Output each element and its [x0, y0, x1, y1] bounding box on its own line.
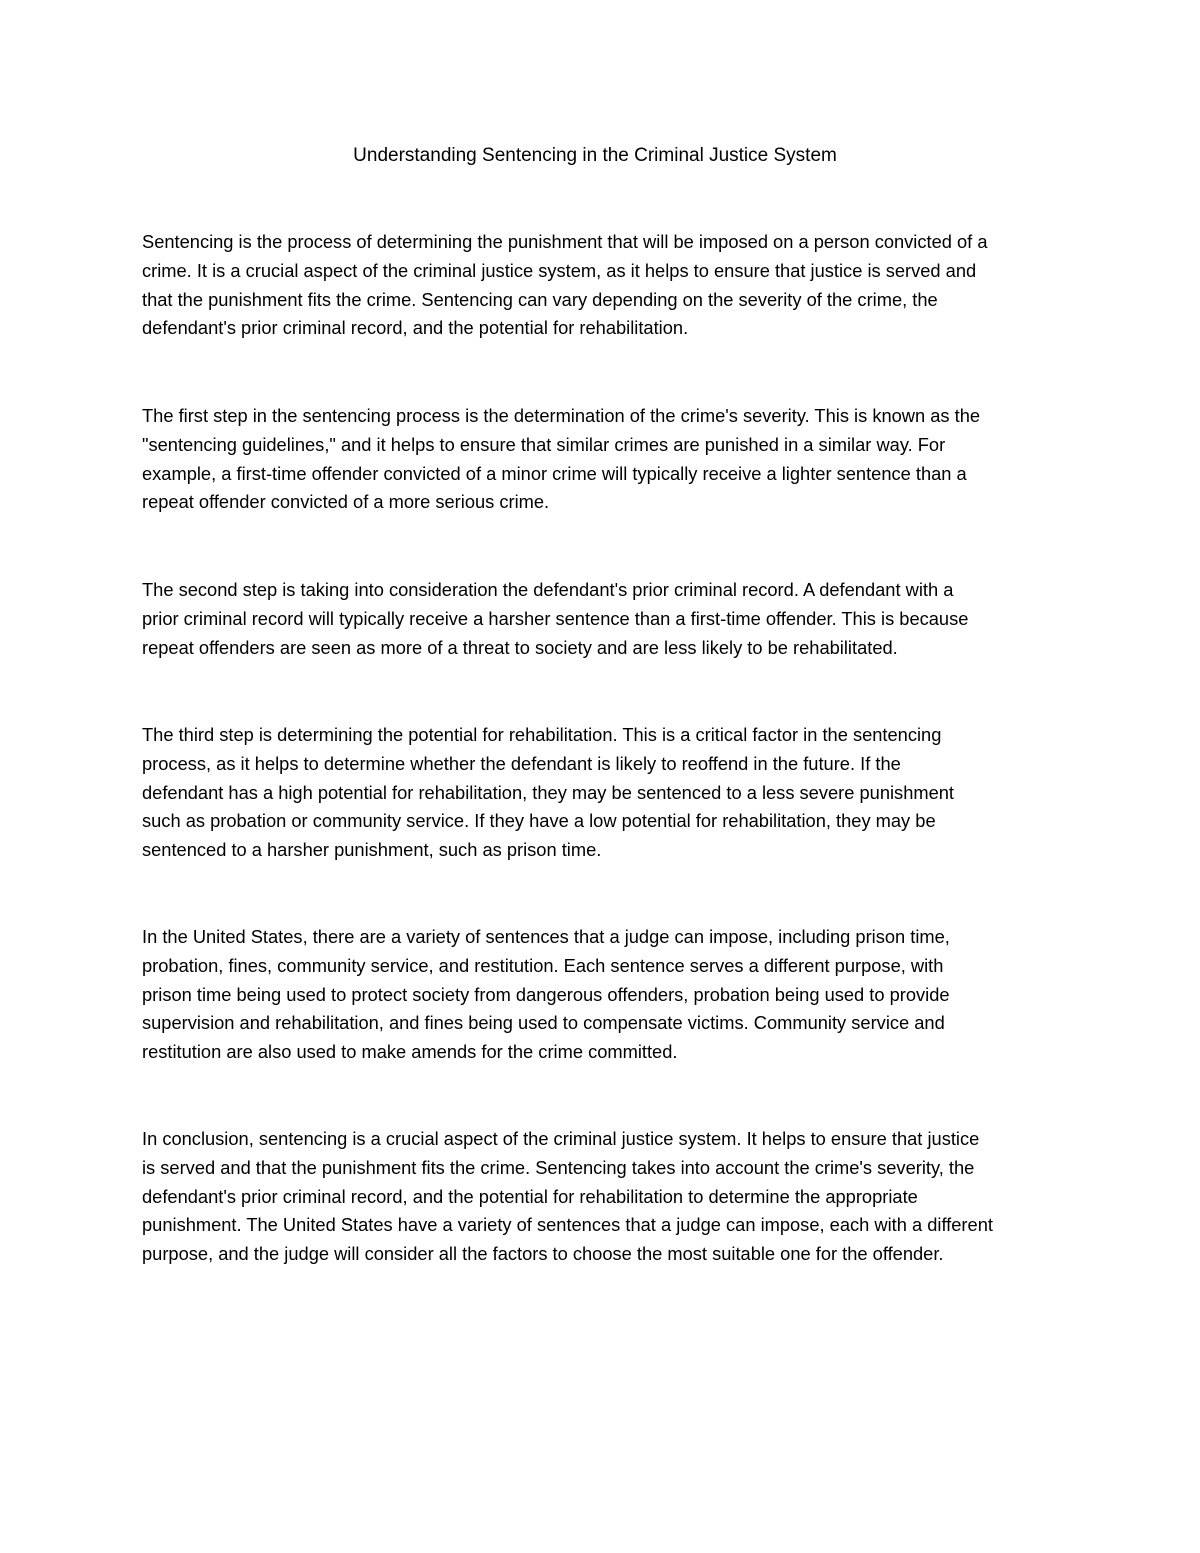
paragraph-united-states — [142, 923, 1067, 1067]
paragraph-line: defendant's prior criminal record, and the potential for rehabilitation to determine the appropriate — [142, 1185, 918, 1207]
paragraph-line: punishment. The United States have a variety of sentences that a judge can impose, each with a different — [142, 1214, 993, 1236]
paragraph-line: In conclusion, sentencing is a crucial aspect of the criminal justice system. It helps to ensure that justice — [142, 1128, 980, 1149]
paragraph-line: defendant has a high potential for rehabilitation, they may be sentenced to a less severe punishment — [142, 781, 955, 803]
paragraph-line: supervision and rehabilitation, and fines being used to compensate victims. Community service and — [142, 1012, 945, 1034]
paragraph-line: prison time being used to protect society from dangerous offenders, probation being used to provide — [142, 983, 950, 1005]
paragraph-line: that the punishment fits the crime. Sentencing can vary depending on the severity of the crime, the — [142, 288, 938, 310]
paragraph-third-step — [142, 721, 1067, 865]
paragraph-first-step — [142, 402, 1067, 517]
paragraph-line: "sentencing guidelines," and it helps to ensure that similar crimes are punished in a similar way. For — [142, 433, 946, 455]
paragraph-line: prior criminal record will typically receive a harsher sentence than a first-time offender. This is because — [142, 607, 969, 629]
document-title: Understanding Sentencing in the Criminal Justice System — [353, 145, 837, 166]
paragraph-line: crime. It is a crucial aspect of the criminal justice system, as it helps to ensure that justice is served and — [142, 259, 977, 281]
paragraph-line: defendant's prior criminal record, and the potential for rehabilitation. — [142, 317, 689, 339]
paragraph-line: process, as it helps to determine whether the defendant is likely to reoffend in the future. If the — [142, 752, 901, 774]
paragraph-line: The third step is determining the potential for rehabilitation. This is a critical factor in the sentencing — [142, 724, 942, 745]
paragraph-line: repeat offenders are seen as more of a threat to society and are less likely to be rehabilitated. — [142, 636, 898, 658]
paragraph-line: example, a first-time offender convicted of a minor crime will typically receive a lighter sentence than a — [142, 462, 967, 484]
paragraph-line: sentenced to a harsher punishment, such as prison time. — [142, 839, 602, 861]
paragraph-line: probation, fines, community service, and restitution. Each sentence serves a different purpose, with — [142, 954, 944, 976]
paragraph-line: is served and that the punishment fits the crime. Sentencing takes into account the crime's severity, the — [142, 1156, 975, 1178]
paragraph-line: purpose, and the judge will consider all the factors to choose the most suitable one for the offender. — [142, 1243, 944, 1265]
paragraph-line: In the United States, there are a variety of sentences that a judge can impose, including prison time, — [142, 926, 950, 947]
paragraph-line: Sentencing is the process of determining the punishment that will be imposed on a person convicted of a — [142, 231, 988, 252]
paragraph-second-step — [142, 576, 1067, 662]
paragraph-line: The first step in the sentencing process is the determination of the crime's severity. This is known as the — [142, 405, 981, 426]
paragraph-introduction — [142, 228, 1067, 343]
paragraph-conclusion — [142, 1125, 1067, 1269]
paragraph-line: such as probation or community service. If they have a low potential for rehabilitation, they may be — [142, 810, 936, 832]
paragraph-line: repeat offender convicted of a more serious crime. — [142, 491, 550, 513]
paragraph-line: The second step is taking into consideration the defendant's prior criminal record. A defendant with a — [142, 579, 954, 600]
paragraph-line: restitution are also used to make amends for the crime committed. — [142, 1041, 678, 1063]
